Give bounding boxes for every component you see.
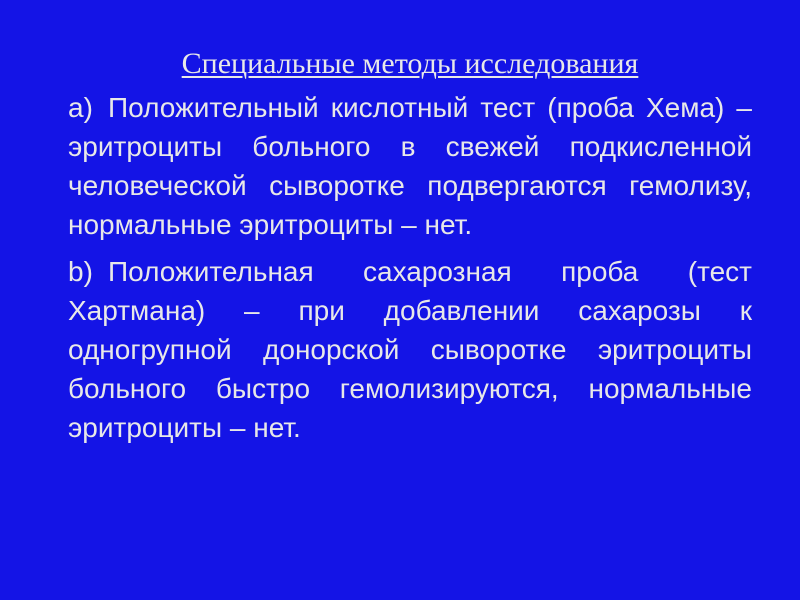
list-item-a-text: Положительный кислотный тест (проба Хема) – эритроциты больного в свежей подкисленной человеческой сыворотке подвергаются гемолизу, нормальные эритроциты – нет. <box>68 92 752 240</box>
list-item-b <box>68 252 752 447</box>
list-marker-a: а) <box>68 92 93 123</box>
list-item-a <box>68 88 752 244</box>
list-item-b-text: Положительная сахарозная проба (тест Хартмана) – при добавлении сахарозы к одногрупной донорской сыворотке эритроциты больного быстро гемолизируются, нормальные эритроциты – нет. <box>68 256 752 443</box>
slide-body <box>68 88 752 447</box>
list-marker-b: b) <box>68 256 93 287</box>
slide-title: Специальные методы исследования <box>181 47 639 80</box>
